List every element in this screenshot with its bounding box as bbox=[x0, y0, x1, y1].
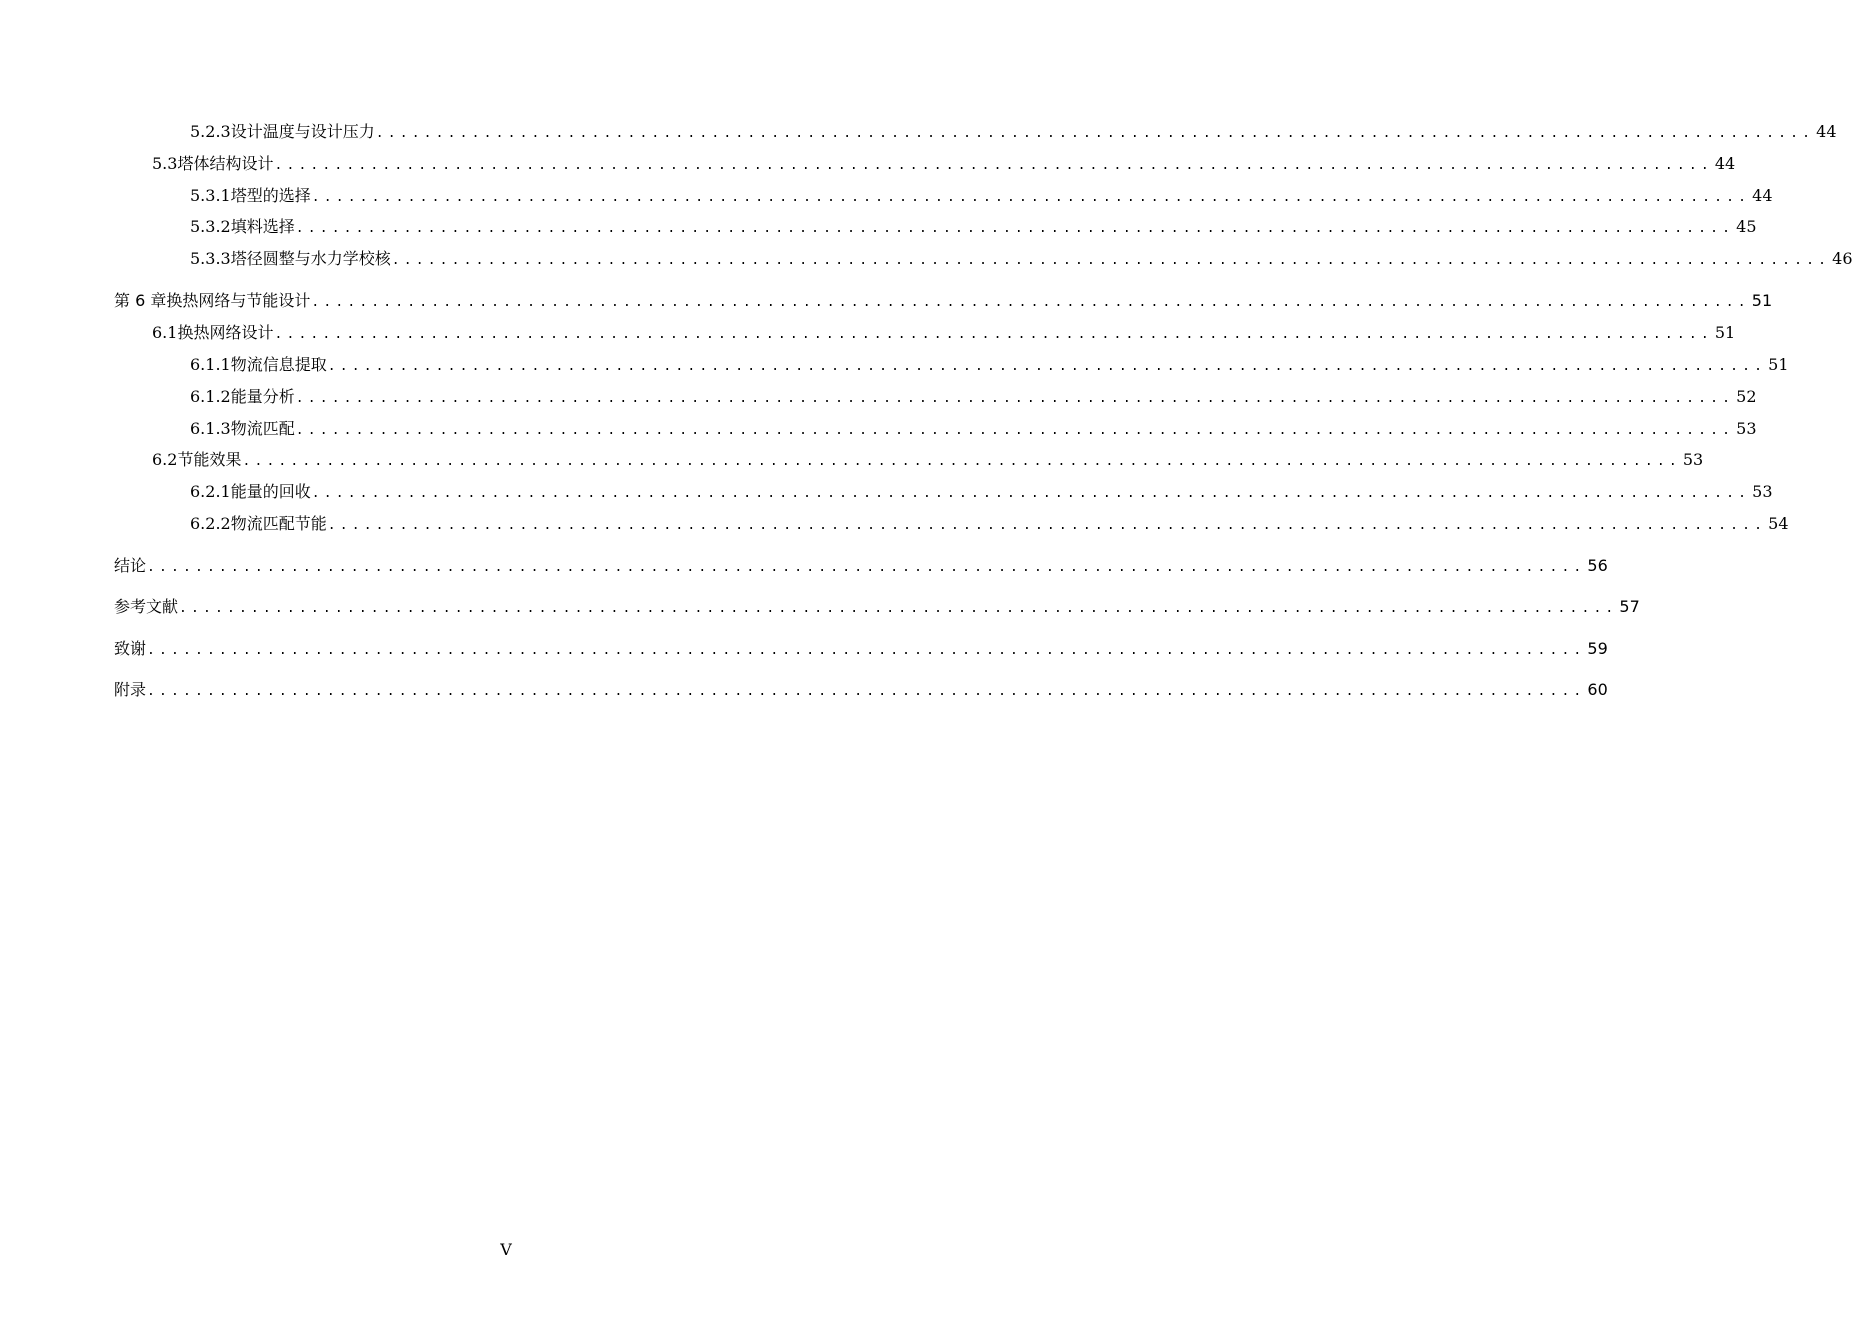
toc-entry-number: 6.1 bbox=[152, 323, 178, 342]
dot-leader: ........................................................................................................................ bbox=[274, 327, 1713, 342]
toc-entry-6-2-1[interactable] bbox=[190, 480, 1773, 504]
toc-entry-number: 5.3 bbox=[152, 154, 178, 173]
toc-entry-page: 53 bbox=[1752, 482, 1773, 501]
toc-entry-page: 46 bbox=[1832, 249, 1853, 268]
toc-entry-page: 59 bbox=[1587, 639, 1608, 658]
toc-entry-page: 53 bbox=[1682, 450, 1704, 469]
dot-leader: ........................................................................................................................ bbox=[242, 454, 1681, 469]
toc-entry-title: 结论 bbox=[114, 556, 147, 575]
dot-leader: ........................................................................................................................ bbox=[375, 126, 1815, 141]
toc-entry-title: 附录 bbox=[114, 680, 147, 699]
page-number: V bbox=[500, 1240, 512, 1259]
dot-leader: ........................................................................................................................ bbox=[147, 560, 1586, 575]
toc-entry-chapter-6[interactable] bbox=[114, 289, 1773, 313]
dot-leader: ........................................................................................................................ bbox=[274, 158, 1713, 173]
toc-entry-6-2[interactable] bbox=[152, 448, 1704, 472]
toc-entry-title: 换热网络与节能设计 bbox=[166, 291, 311, 310]
toc-entry-number: 6.1.2 bbox=[190, 387, 231, 406]
toc-entry-page: 57 bbox=[1619, 597, 1640, 616]
toc-entry-title: 设计温度与设计压力 bbox=[230, 122, 375, 141]
toc-entry-page: 53 bbox=[1736, 419, 1757, 438]
toc-entry-title: 换热网络设计 bbox=[177, 323, 274, 342]
dot-leader: ........................................................................................................................ bbox=[327, 518, 1767, 533]
dot-leader: ........................................................................................................................ bbox=[147, 643, 1586, 658]
dot-leader: ........................................................................................................................ bbox=[311, 190, 1751, 205]
toc-entry-conclusion[interactable] bbox=[114, 554, 1608, 578]
toc-entry-number: 6.2 bbox=[152, 450, 178, 469]
dot-leader: ........................................................................................................................ bbox=[179, 601, 1618, 616]
toc-entry-number: 第 6 章 bbox=[114, 291, 167, 310]
toc-entry-6-1-2[interactable] bbox=[190, 385, 1757, 409]
toc-entry-page: 52 bbox=[1736, 387, 1757, 406]
toc-entry-title: 物流匹配 bbox=[230, 419, 295, 438]
toc-entry-title: 能量分析 bbox=[230, 387, 295, 406]
toc-entry-page: 54 bbox=[1768, 514, 1789, 533]
toc-entry-page: 51 bbox=[1751, 291, 1773, 310]
toc-entry-5-3-2[interactable] bbox=[190, 215, 1757, 239]
toc-entry-5-3[interactable] bbox=[152, 152, 1736, 176]
toc-entry-title: 参考文献 bbox=[114, 597, 179, 616]
toc-entry-5-3-1[interactable] bbox=[190, 184, 1773, 208]
toc-entry-title: 填料选择 bbox=[230, 217, 295, 236]
dot-leader: ........................................................................................................................ bbox=[295, 391, 1735, 406]
toc-entry-page: 51 bbox=[1768, 355, 1789, 374]
dot-leader: ........................................................................................................................ bbox=[295, 423, 1735, 438]
toc-entry-number: 5.3.2 bbox=[190, 217, 231, 236]
toc-entry-page: 44 bbox=[1752, 186, 1773, 205]
dot-leader: ........................................................................................................................ bbox=[311, 295, 1750, 310]
dot-leader: ........................................................................................................................ bbox=[391, 253, 1831, 268]
dot-leader: ........................................................................................................................ bbox=[311, 486, 1751, 501]
toc-entry-title: 物流信息提取 bbox=[230, 355, 327, 374]
toc-entry-number: 6.2.2 bbox=[190, 514, 231, 533]
toc-entry-5-2-3[interactable] bbox=[190, 120, 1837, 144]
toc-entry-references[interactable] bbox=[114, 595, 1640, 619]
toc-entry-number: 6.2.1 bbox=[190, 482, 231, 501]
toc-entry-page: 51 bbox=[1714, 323, 1736, 342]
dot-leader: ........................................................................................................................ bbox=[327, 359, 1767, 374]
toc-entry-page: 44 bbox=[1816, 122, 1837, 141]
toc-entry-6-2-2[interactable] bbox=[190, 512, 1789, 536]
toc-entry-page: 44 bbox=[1714, 154, 1736, 173]
toc-entry-number: 6.1.3 bbox=[190, 419, 231, 438]
toc-entry-number: 6.1.1 bbox=[190, 355, 231, 374]
toc-entry-title: 物流匹配节能 bbox=[230, 514, 327, 533]
toc-entry-acknowledgements[interactable] bbox=[114, 637, 1608, 661]
toc-entry-title: 能量的回收 bbox=[230, 482, 311, 501]
toc-entry-6-1[interactable] bbox=[152, 321, 1736, 345]
toc-entry-number: 5.2.3 bbox=[190, 122, 231, 141]
toc-entry-appendix[interactable] bbox=[114, 678, 1608, 702]
toc-entry-page: 56 bbox=[1587, 556, 1608, 575]
toc-entry-6-1-3[interactable] bbox=[190, 417, 1757, 441]
toc-entry-page: 45 bbox=[1736, 217, 1757, 236]
toc-entry-title: 节能效果 bbox=[177, 450, 242, 469]
toc-entry-6-1-1[interactable] bbox=[190, 353, 1789, 377]
toc-entry-number: 5.3.1 bbox=[190, 186, 231, 205]
toc-entry-title: 塔型的选择 bbox=[230, 186, 311, 205]
dot-leader: ........................................................................................................................ bbox=[295, 221, 1735, 236]
toc-entry-title: 塔体结构设计 bbox=[177, 154, 274, 173]
toc-entry-number: 5.3.3 bbox=[190, 249, 231, 268]
toc-entry-5-3-3[interactable] bbox=[190, 247, 1853, 271]
toc-entry-title: 塔径圆整与水力学校核 bbox=[230, 249, 391, 268]
toc-entry-page: 60 bbox=[1587, 680, 1608, 699]
dot-leader: ........................................................................................................................ bbox=[147, 684, 1586, 699]
toc-entry-title: 致谢 bbox=[114, 639, 147, 658]
